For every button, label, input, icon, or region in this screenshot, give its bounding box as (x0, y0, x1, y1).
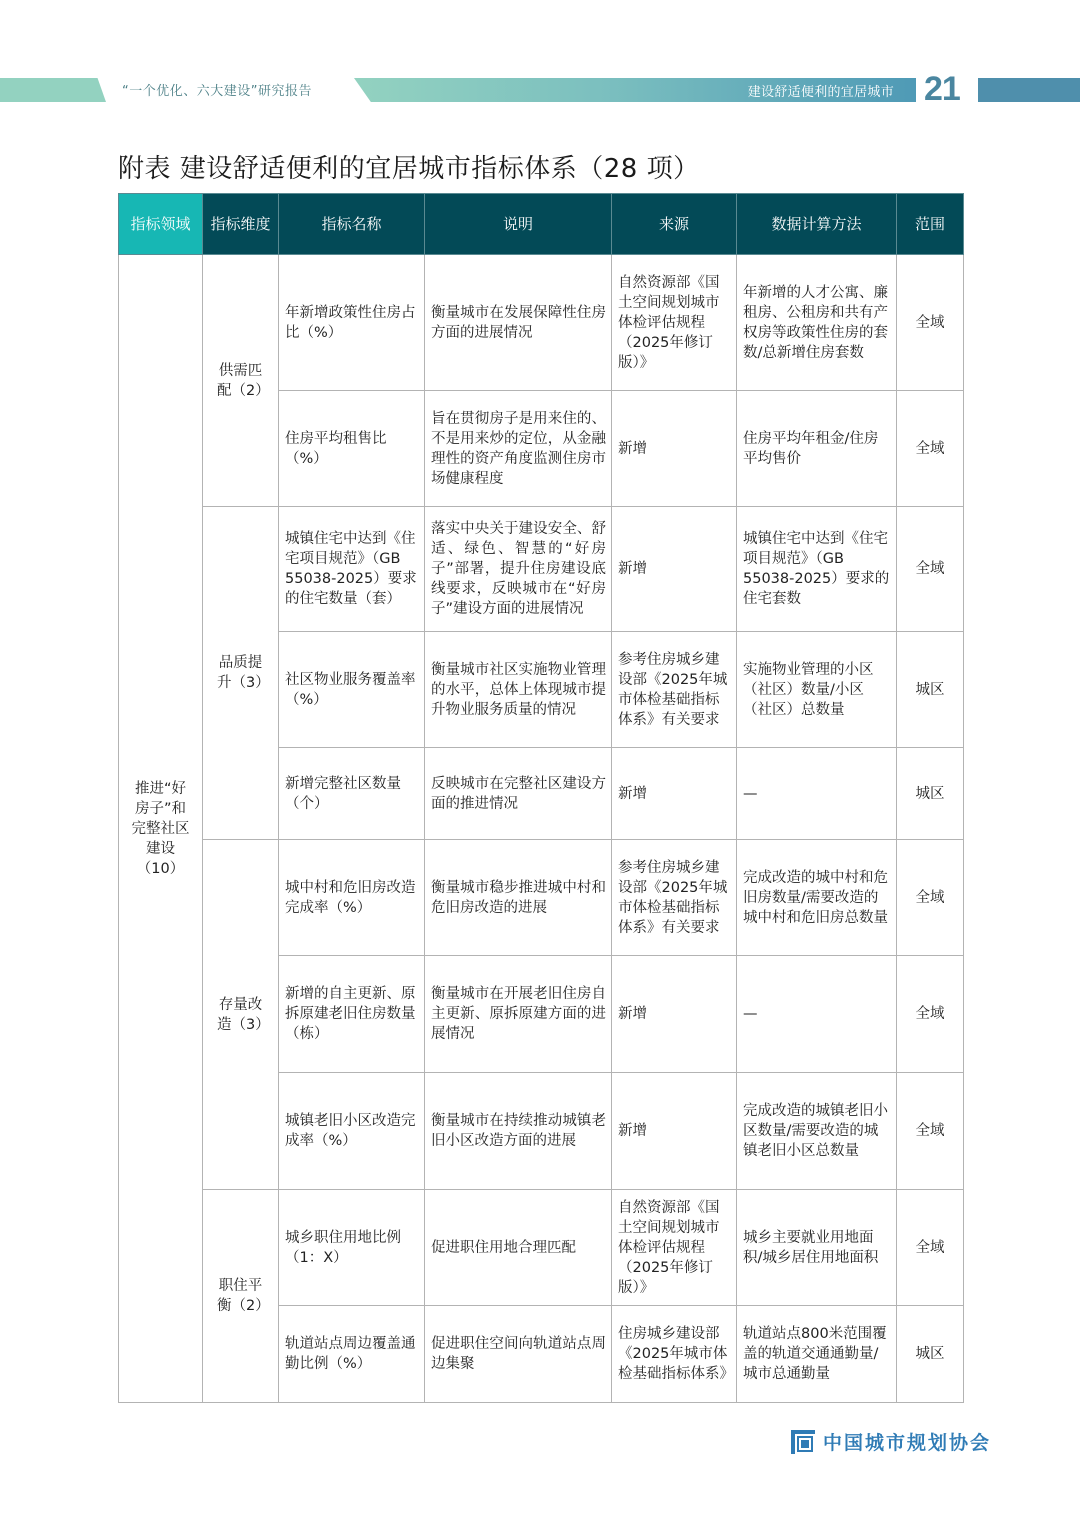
table-row (119, 255, 964, 391)
column-header-description: 说明 (425, 194, 612, 255)
indicator-source: 自然资源部《国土空间规划城市体检评估规程（2025年修订版）》 (612, 1190, 737, 1306)
table-row (119, 1190, 964, 1306)
domain-cell: 推进“好房子”和完整社区建设（10） (119, 255, 203, 1403)
indicator-name: 社区物业服务覆盖率（%） (279, 632, 425, 748)
table-row (119, 507, 964, 632)
cupa-logo-icon (791, 1430, 815, 1454)
indicator-description: 反映城市在完整社区建设方面的推进情况 (425, 748, 612, 840)
indicator-name: 城乡职住用地比例（1：X） (279, 1190, 425, 1306)
page-title: 附表 建设舒适便利的宜居城市指标体系（28 项） (118, 154, 700, 184)
indicator-name: 新增的自主更新、原拆原建老旧住房数量（栋） (279, 956, 425, 1073)
indicator-name: 住房平均租售比（%） (279, 391, 425, 507)
section-title: 建设舒适便利的宜居城市 (747, 85, 894, 100)
indicator-description: 促进职住用地合理匹配 (425, 1190, 612, 1306)
indicator-description: 衡量城市社区实施物业管理的水平，总体上体现城市提升物业服务质量的情况 (425, 632, 612, 748)
indicator-method: 完成改造的城中村和危旧房数量/需要改造的城中村和危旧房总数量 (737, 840, 897, 956)
indicator-scope: 全域 (897, 391, 964, 507)
indicator-scope: 全域 (897, 255, 964, 391)
indicator-description: 衡量城市稳步推进城中村和危旧房改造的进展 (425, 840, 612, 956)
column-header-name: 指标名称 (279, 194, 425, 255)
page-number: 21 (924, 70, 960, 108)
indicator-description: 促进职住空间向轨道站点周边集聚 (425, 1306, 612, 1403)
indicator-scope: 城区 (897, 632, 964, 748)
indicator-method: 住房平均年租金/住房平均售价 (737, 391, 897, 507)
logo-text: 中国城市规划协会 (823, 1432, 992, 1454)
indicator-method: — (737, 956, 897, 1073)
indicator-scope: 全域 (897, 840, 964, 956)
indicator-scope: 城区 (897, 1306, 964, 1403)
indicator-scope: 全域 (897, 1190, 964, 1306)
indicator-description: 旨在贯彻房子是用来住的、不是用来炒的定位，从金融理性的资产角度监测住房市场健康程度 (425, 391, 612, 507)
header-left-bar (0, 78, 106, 102)
indicator-description: 衡量城市在发展保障性住房方面的进展情况 (425, 255, 612, 391)
indicator-scope: 全域 (897, 507, 964, 632)
indicator-source: 新增 (612, 1073, 737, 1190)
indicator-name: 年新增政策性住房占比（%） (279, 255, 425, 391)
indicator-source: 自然资源部《国土空间规划城市体检评估规程（2025年修订版）》 (612, 255, 737, 391)
indicator-scope: 全域 (897, 956, 964, 1073)
indicator-method: 年新增的人才公寓、廉租房、公租房和共有产权房等政策性住房的套数/总新增住房套数 (737, 255, 897, 391)
indicator-source: 新增 (612, 391, 737, 507)
column-header-domain: 指标领域 (119, 194, 203, 255)
indicator-source: 参考住房城乡建设部《2025年城市体检基础指标体系》有关要求 (612, 632, 737, 748)
column-header-scope: 范围 (897, 194, 964, 255)
column-header-method: 数据计算方法 (737, 194, 897, 255)
table-row (119, 840, 964, 956)
header-right-bar (978, 78, 1080, 102)
table-header-row (119, 194, 964, 255)
indicator-method: 城镇住宅中达到《住宅项目规范》（GB 55038-2025）要求的住宅套数 (737, 507, 897, 632)
indicator-source: 新增 (612, 748, 737, 840)
dimension-cell: 职住平衡（2） (203, 1190, 279, 1403)
indicator-method: 完成改造的城镇老旧小区数量/需要改造的城镇老旧小区总数量 (737, 1073, 897, 1190)
dimension-cell: 存量改造（3） (203, 840, 279, 1190)
indicator-method: 轨道站点800米范围覆盖的轨道交通通勤量/城市总通勤量 (737, 1306, 897, 1403)
indicator-source: 住房城乡建设部《2025年城市体检基础指标体系》 (612, 1306, 737, 1403)
indicator-name: 轨道站点周边覆盖通勤比例（%） (279, 1306, 425, 1403)
column-header-dimension: 指标维度 (203, 194, 279, 255)
indicator-scope: 城区 (897, 748, 964, 840)
indicator-table (118, 193, 964, 1403)
dimension-cell: 品质提升（3） (203, 507, 279, 840)
indicator-name: 城中村和危旧房改造完成率（%） (279, 840, 425, 956)
footer-logo (791, 1428, 991, 1455)
indicator-description: 落实中央关于建设安全、舒适、绿色、智慧的“好房子”部署，提升住房建设底线要求，反映城市在“好房子”建设方面的进展情况 (425, 507, 612, 632)
indicator-name: 城镇老旧小区改造完成率（%） (279, 1073, 425, 1190)
indicator-source: 新增 (612, 507, 737, 632)
indicator-method: 实施物业管理的小区（社区）数量/小区（社区）总数量 (737, 632, 897, 748)
indicator-description: 衡量城市在持续推动城镇老旧小区改造方面的进展 (425, 1073, 612, 1190)
report-title: “一个优化、六大建设”研究报告 (122, 84, 312, 99)
indicator-method: — (737, 748, 897, 840)
indicator-description: 衡量城市在开展老旧住房自主更新、原拆原建方面的进展情况 (425, 956, 612, 1073)
indicator-method: 城乡主要就业用地面积/城乡居住用地面积 (737, 1190, 897, 1306)
dimension-cell: 供需匹配（2） (203, 255, 279, 507)
indicator-name: 新增完整社区数量（个） (279, 748, 425, 840)
indicator-source: 参考住房城乡建设部《2025年城市体检基础指标体系》有关要求 (612, 840, 737, 956)
indicator-scope: 全域 (897, 1073, 964, 1190)
column-header-source: 来源 (612, 194, 737, 255)
indicator-source: 新增 (612, 956, 737, 1073)
indicator-name: 城镇住宅中达到《住宅项目规范》（GB 55038-2025）要求的住宅数量（套） (279, 507, 425, 632)
